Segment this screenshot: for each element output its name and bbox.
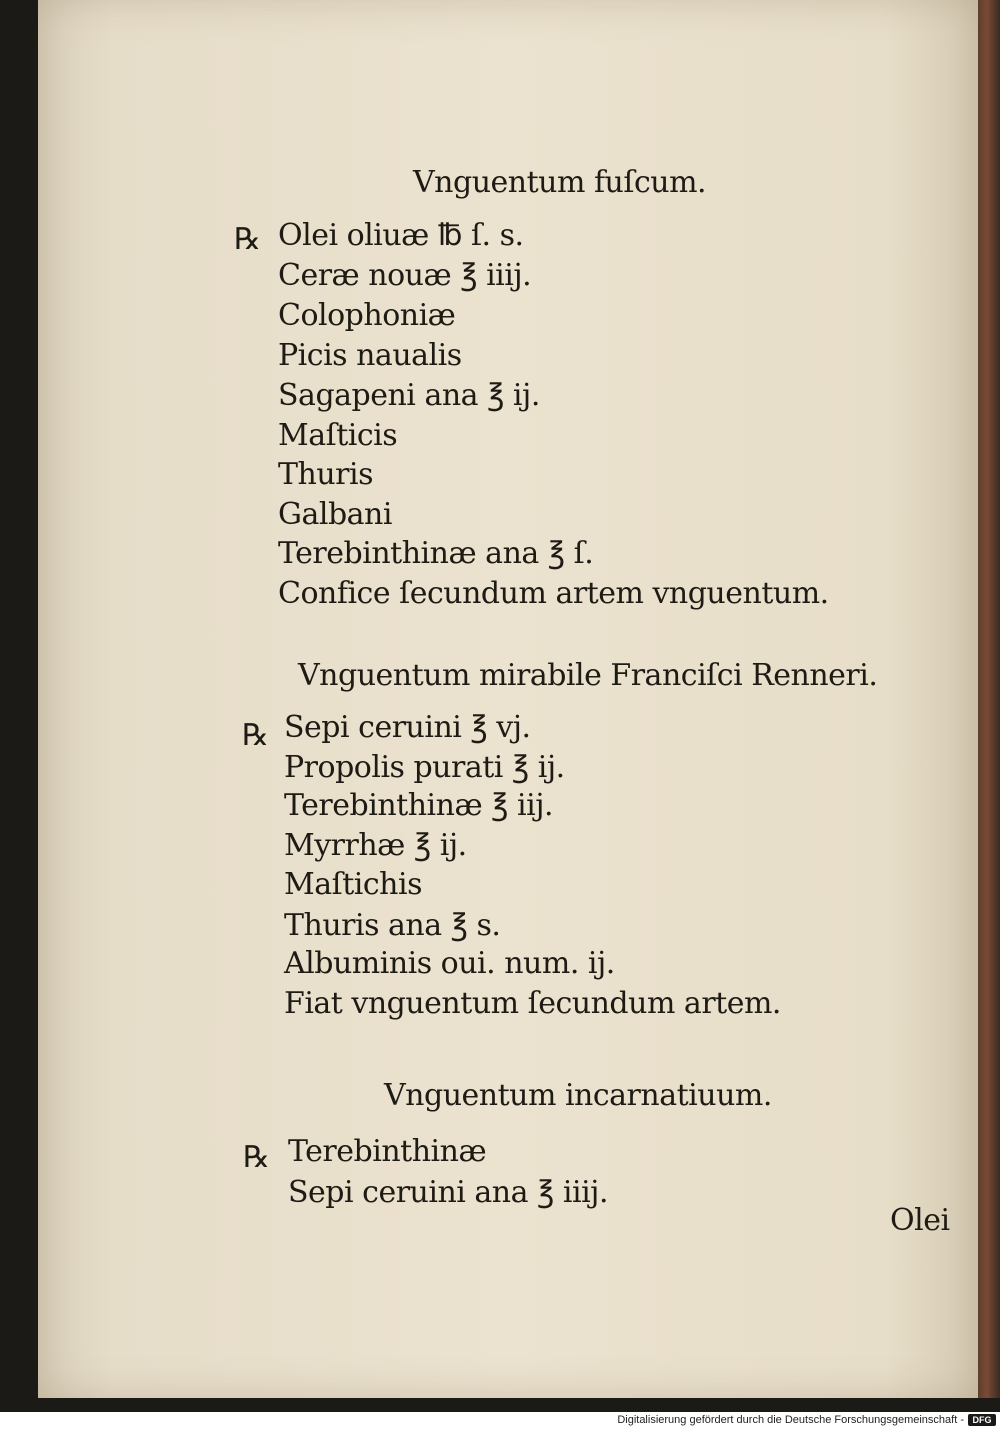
book-edge xyxy=(978,0,1000,1398)
recipe-line: Sepi ceruini ana ℥ iiij. xyxy=(288,1175,609,1210)
recipe-line: Sagapeni ana ℥ ij. xyxy=(278,378,540,413)
recipe-line: Sepi ceruini ℥ vj. xyxy=(284,710,531,745)
recipe-line: Picis naualis xyxy=(278,338,462,373)
recipe-line: Albuminis oui. num. ij. xyxy=(284,946,615,981)
recipe-line: Thuris xyxy=(278,457,373,492)
recipe-line: Myrrhæ ℥ ij. xyxy=(284,828,467,863)
recipe-symbol: ℞ xyxy=(242,718,269,753)
recipe-line: Terebinthinæ xyxy=(288,1134,487,1169)
recipe-symbol: ℞ xyxy=(234,222,261,257)
footer-bar xyxy=(0,1412,1000,1430)
recipe-line: Confice ſecundum artem vnguentum. xyxy=(278,576,829,611)
recipe-symbol: ℞ xyxy=(243,1140,270,1175)
section-heading: Vnguentum fuſcum. xyxy=(413,165,707,200)
recipe-line: Maſticis xyxy=(278,418,398,453)
recipe-line: Colophoniæ xyxy=(278,298,456,333)
recipe-line: Fiat vnguentum ſecundum artem. xyxy=(284,986,781,1021)
recipe-line: Terebinthinæ ana ℥ ſ. xyxy=(278,536,594,571)
footer-credit: Digitalisierung gefördert durch die Deutsche Forschungsgemeinschaft - xyxy=(617,1414,964,1426)
catchword: Olei xyxy=(890,1203,950,1238)
dfg-logo-icon: DFG xyxy=(968,1414,996,1426)
recipe-line: Olei oliuæ ℔ ſ. s. xyxy=(278,218,524,253)
recipe-line: Thuris ana ℥ s. xyxy=(284,908,501,943)
recipe-line: Propolis purati ℥ ij. xyxy=(284,750,565,785)
recipe-line: Ceræ nouæ ℥ iiij. xyxy=(278,258,532,293)
section-heading: Vnguentum mirabile Franciſci Renneri. xyxy=(298,658,878,693)
recipe-line: Galbani xyxy=(278,497,392,532)
section-heading: Vnguentum incarnatiuum. xyxy=(384,1078,772,1113)
book-page xyxy=(38,0,978,1398)
recipe-line: Terebinthinæ ℥ iij. xyxy=(284,788,554,823)
recipe-line: Maſtichis xyxy=(284,867,422,902)
